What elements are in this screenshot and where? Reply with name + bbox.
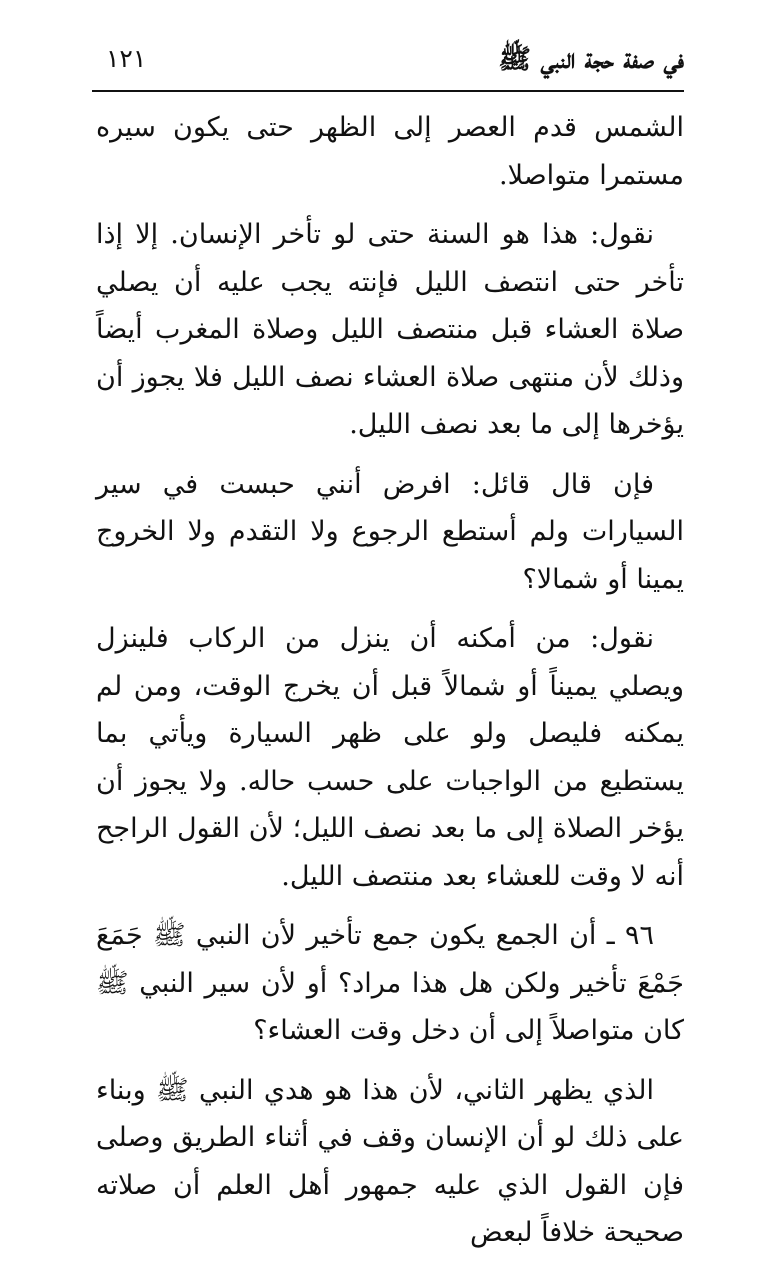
paragraph-answer-midnight: نقول: هذا هو السنة حتى لو تأخر الإنسان. إلا إذا تأخر حتى انتصف الليل فإنته يجب عليه أن يصلي صلاة العشاء قبل منتصف الليل وصلاة المغرب أيضاً وذلك لأن منتهى صلاة العشاء نصف الليل فلا يجوز أن يؤخرها إلى ما بعد نصف الليل. [96, 219, 684, 440]
page-body [96, 104, 684, 1269]
page-number: ١٢١ [106, 44, 147, 73]
paragraph-answer-traffic: نقول: من أمكنه أن ينزل من الركاب فلينزل ويصلي يميناً أو شمالاً قبل أن يخرج الوقت، ومن لم يمكنه فليصل ولو على ظهر السيارة ويأتي بما يستطيع من الواجبات على حسب حاله. ولا يجوز أن يؤخر الصلاة إلى ما بعد نصف الليل؛ لأن القول الراجح أنه لا وقت للعشاء بعد منتصف الليل. [96, 623, 684, 892]
running-title: في صفة حجة النبي ﷺ [498, 44, 684, 75]
page-header [92, 38, 684, 92]
paragraph-continuation: الشمس قدم العصر إلى الظهر حتى يكون سيره مستمرا متواصلا. [96, 112, 684, 191]
paragraph-point-96: ٩٦ ـ أن الجمع يكون جمع تأخير لأن النبي ﷺ جَمَعَ جَمْعَ تأخير ولكن هل هذا مراد؟ أو لأن سير النبي ﷺ كان متواصلاً إلى أن دخل وقت العشاء؟ [96, 920, 684, 1046]
paragraph-conclusion: الذي يظهر الثاني، لأن هذا هو هدي النبي ﷺ وبناء على ذلك لو أن الإنسان وقف في أثناء الطريق وصلى فإن القول الذي عليه جمهور أهل العلم أن صلاته صحيحة خلافاً لبعض [96, 1074, 684, 1248]
paragraph-question-traffic: فإن قال قائل: افرض أنني حبست في سير السيارات ولم أستطع الرجوع ولا التقدم ولا الخروج يمينا أو شمالا؟ [96, 468, 684, 595]
